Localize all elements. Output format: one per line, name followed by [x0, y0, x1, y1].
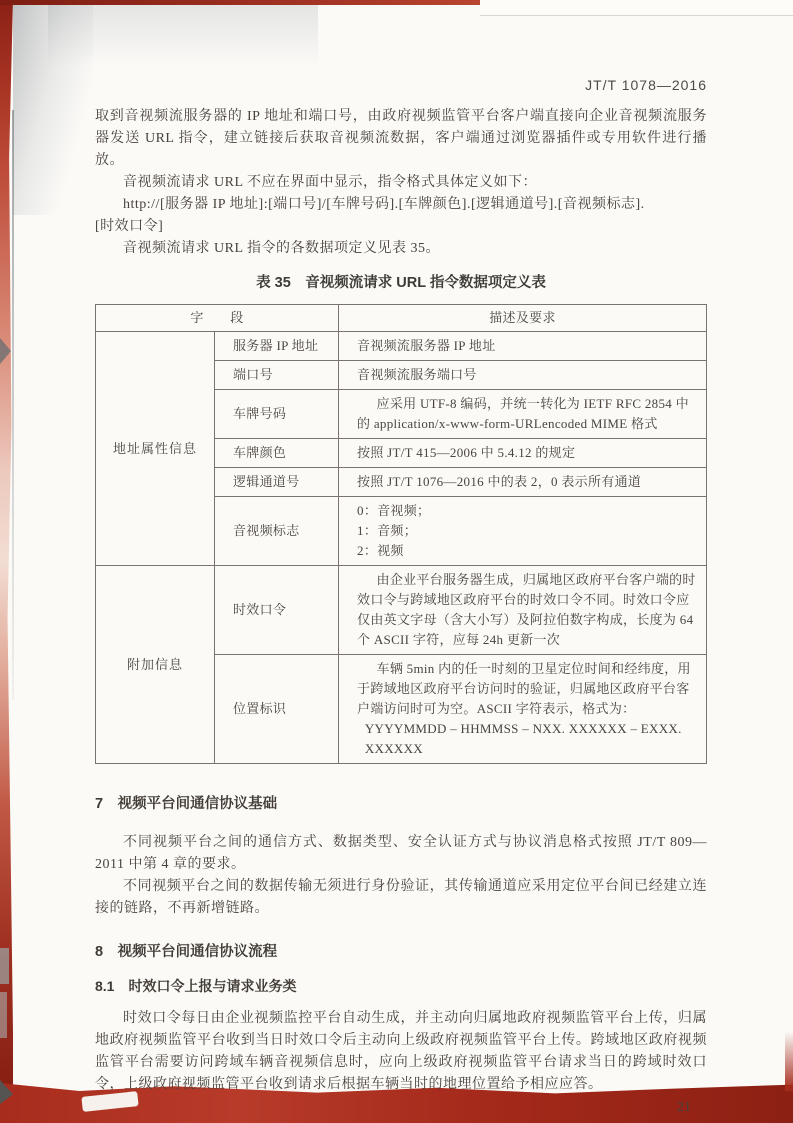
desc-cell: 音视频流服务端口号	[339, 361, 707, 390]
field-cell: 音视频标志	[215, 497, 339, 566]
desc-cell	[339, 655, 707, 764]
url-format-line-2: [时效口令]	[95, 219, 164, 234]
column-header-description: 描述及要求	[339, 305, 707, 332]
enum-option: 1：音频；	[357, 523, 418, 538]
desc-cell: 应采用 UTF-8 编码，并统一转化为 IETF RFC 2854 中的 application/x-www-form-URLencoded MIME 格式	[339, 390, 707, 439]
desc-cell: 由企业平台服务器生成，归属地区政府平台客户端的时效口令与跨域地区政府平台的时效口令不同。时效口令应仅由英文字母（含大小写）及阿拉伯数字构成，长度为 64 个 ASCII 字符，应每 24h 更新一次	[339, 566, 707, 655]
field-cell: 逻辑通道号	[215, 468, 339, 497]
desc-text: 车辆 5min 内的任一时刻的卫星定位时间和经纬度，用于跨域地区政府平台访问时的验证，归属地区政府平台客户端访问时可为空。ASCII 字符表示，格式为：	[357, 661, 691, 716]
desc-cell: 音视频流服务器 IP 地址	[339, 332, 707, 361]
page-number: 21	[677, 1100, 691, 1115]
field-cell: 车牌颜色	[215, 439, 339, 468]
enum-option: 0：音视频；	[357, 503, 431, 518]
scan-underpage-edge	[480, 0, 793, 16]
url-format-line-1: http://[服务器 IP 地址]:[端口号]/[车牌号码].[车牌颜色].[逻辑通道号].[音视频标志].	[123, 197, 645, 212]
intro-paragraph-1: 取到音视频流服务器的 IP 地址和端口号，由政府视频监管平台客户端直接向企业音视频流服务器发送 URL 指令，建立链接后获取音视频流数据，客户端通过浏览器插件或专用软件进行播放。	[95, 109, 707, 168]
table-row	[96, 332, 707, 361]
field-cell: 端口号	[215, 361, 339, 390]
section-8-heading: 8 视频平台间通信协议流程	[95, 944, 278, 960]
field-cell: 位置标识	[215, 655, 339, 764]
scan-page-edge-line	[12, 110, 14, 700]
field-cell: 时效口令	[215, 566, 339, 655]
scan-shadow-top	[48, 0, 318, 66]
section-7-paragraph-2: 不同视频平台之间的数据传输无须进行身份验证，其传输通道应采用定位平台间已经建立连接的链路，不再新增链路。	[95, 879, 707, 916]
desc-cell: 按照 JT/T 1076—2016 中的表 2，0 表示所有通道	[339, 468, 707, 497]
desc-cell	[339, 497, 707, 566]
standard-code-header: JT/T 1078—2016	[585, 77, 707, 93]
section-7-heading: 7 视频平台间通信协议基础	[95, 796, 278, 812]
table-header-row	[96, 305, 707, 332]
field-cell: 车牌号码	[215, 390, 339, 439]
group-label-address-info: 地址属性信息	[96, 332, 215, 566]
section-7-paragraph-1: 不同视频平台之间的通信方式、数据类型、安全认证方式与协议消息格式按照 JT/T 809—2011 中第 4 章的要求。	[95, 835, 707, 872]
field-cell: 服务器 IP 地址	[215, 332, 339, 361]
scan-border-bottom-right	[785, 1031, 793, 1091]
intro-paragraph-4: 音视频流请求 URL 指令的各数据项定义见表 35。	[123, 241, 440, 256]
position-format-string: YYYYMMDD – HHMMSS – NXX. XXXXXX – EXXX. XXXXXX	[364, 721, 682, 756]
desc-cell: 按照 JT/T 415—2006 中 5.4.12 的规定	[339, 439, 707, 468]
table-35-title: 表 35 音视频流请求 URL 指令数据项定义表	[256, 275, 546, 291]
intro-paragraph-2: 音视频流请求 URL 不应在界面中显示，指令格式具体定义如下：	[123, 175, 537, 190]
table-row	[96, 566, 707, 655]
scan-gray-mark-1	[0, 948, 9, 984]
column-header-field: 字 段	[96, 305, 339, 332]
scan-gray-mark-2	[0, 992, 7, 1038]
section-8-1-paragraph: 时效口令每日由企业视频监控平台自动生成，并主动向归属地政府视频监管平台上传，归属地政府视频监管平台收到当日时效口令后主动向上级政府视频监管平台上传。跨域地区政府视频监管平台需要访问跨域车辆音视频信息时，应向上级政府视频监管平台请求当日的跨域时效口令，上级政府视频监管平台收到请求后根据车辆当时的地理位置给予相应应答。	[95, 1011, 707, 1092]
section-8-1-heading: 8.1 时效口令上报与请求业务类	[95, 978, 297, 994]
page-content	[95, 76, 707, 1118]
enum-option: 2：视频	[357, 543, 404, 558]
group-label-additional-info: 附加信息	[96, 566, 215, 764]
scan-border-top	[0, 0, 480, 5]
table-35	[95, 304, 707, 764]
